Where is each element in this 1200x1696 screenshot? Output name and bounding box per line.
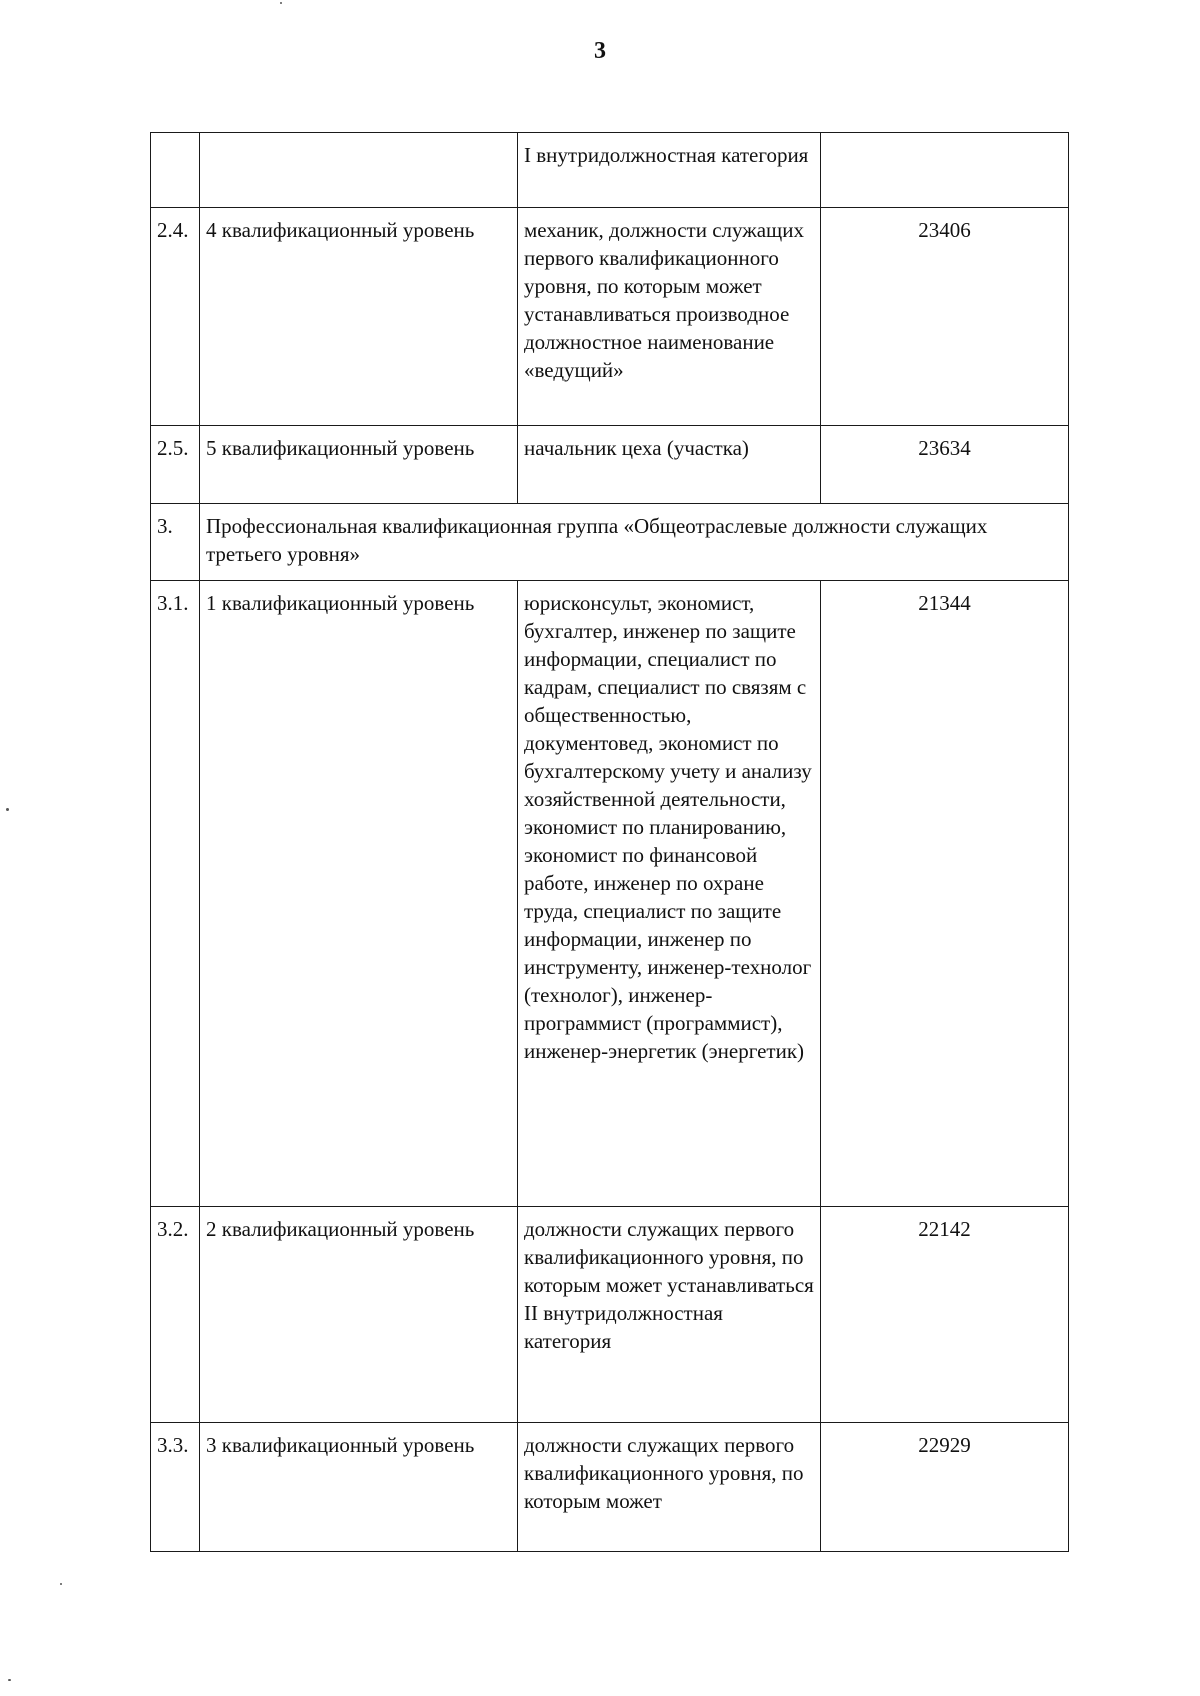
row-number: 3.2. <box>151 1207 200 1423</box>
positions-list: должности служащих первого квалификационного уровня, по которым может <box>518 1423 821 1552</box>
page-number: 3 <box>594 38 606 64</box>
table-row <box>151 1423 1069 1552</box>
salary-value: 21344 <box>821 581 1069 1207</box>
qualification-level: 5 квалификационный уровень <box>200 426 518 504</box>
qualification-level: 4 квалификационный уровень <box>200 208 518 426</box>
group-title: Профессиональная квалификационная группа «Общеотраслевые должности служащих третьего уровня» <box>200 504 1069 581</box>
row-number: 2.4. <box>151 208 200 426</box>
row-number: 2.5. <box>151 426 200 504</box>
positions-list: начальник цеха (участка) <box>518 426 821 504</box>
table-row <box>151 1207 1069 1423</box>
scan-speck <box>280 2 282 4</box>
qualification-level: 2 квалификационный уровень <box>200 1207 518 1423</box>
scan-speck <box>8 1679 11 1681</box>
salary-value: 22142 <box>821 1207 1069 1423</box>
qualification-level: 3 квалификационный уровень <box>200 1423 518 1552</box>
table-row <box>151 426 1069 504</box>
table-row <box>151 581 1069 1207</box>
row-number: 3. <box>151 504 200 581</box>
group-header-row <box>151 504 1069 581</box>
salary-value: 22929 <box>821 1423 1069 1552</box>
row-number <box>151 133 200 208</box>
qualification-level <box>200 133 518 208</box>
table-row <box>151 208 1069 426</box>
scan-speck <box>6 808 9 811</box>
qualification-level: 1 квалификационный уровень <box>200 581 518 1207</box>
positions-list: механик, должности служащих первого квалификационного уровня, по которым может устанавливаться производное должностное наименование «ведущий» <box>518 208 821 426</box>
salary-value <box>821 133 1069 208</box>
row-number: 3.1. <box>151 581 200 1207</box>
salary-value: 23406 <box>821 208 1069 426</box>
table-row <box>151 133 1069 208</box>
row-number: 3.3. <box>151 1423 200 1552</box>
salary-table <box>150 132 1069 1552</box>
positions-list: юрисконсульт, экономист, бухгалтер, инженер по защите информации, специалист по кадрам, специалист по связям с общественностью, документовед, экономист по бухгалтерскому учету и анализу хозяйственной деятельности, экономист по планированию, экономист по финансовой работе, инженер по охране труда, специалист по защите информации, инженер по инструменту, инженер-технолог (технолог), инженер-программист (программист), инженер-энергетик (энергетик) <box>518 581 821 1207</box>
salary-value: 23634 <box>821 426 1069 504</box>
scan-speck <box>60 1583 62 1585</box>
positions-list: I внутридолжностная категория <box>518 133 821 208</box>
positions-list: должности служащих первого квалификационного уровня, по которым может устанавливаться II внутридолжностная категория <box>518 1207 821 1423</box>
